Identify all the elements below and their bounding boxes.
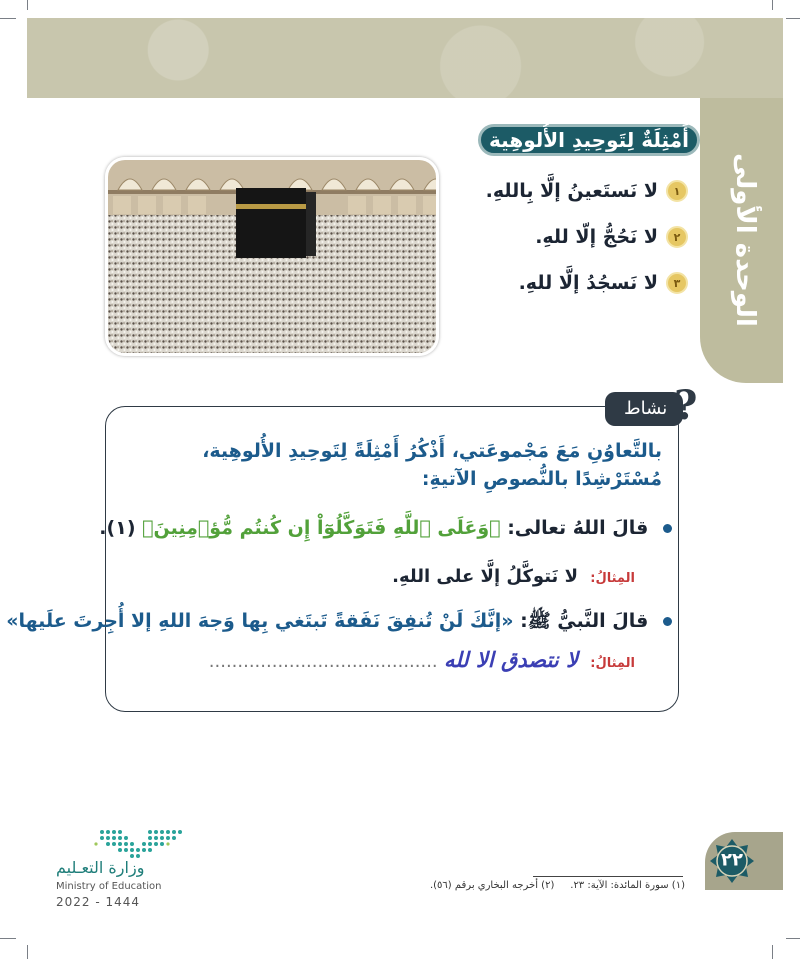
- activity-instruction: بالتَّعاوُنِ مَعَ مَجْموعَتي، أَذْكُرُ أَمْثِلَةً لِتَوحِيدِ الأُلوهِية، مُسْتَرْشِدًا بالنُّصوصِ الآتيةِ:: [202, 440, 662, 490]
- example-answer: لا نَتوكَّلُ إلَّا على اللهِ.: [392, 566, 578, 587]
- example-text: لا نَحُجُّ إلّا للهِ.: [535, 226, 658, 248]
- example-text: لا نَسجُدُ إلَّا للهِ.: [518, 272, 658, 294]
- crop-mark: [27, 945, 28, 959]
- activity-item-1: [99, 517, 672, 539]
- crop-mark: [0, 18, 16, 19]
- section-title: أَمْثِلَةٌ لِتَوحِيدِ الأُلوهِية: [478, 124, 700, 156]
- example-text: لا نَستَعينُ إلَّا بِاللهِ.: [485, 180, 658, 202]
- crop-mark: [0, 938, 16, 939]
- item-ref: (١).: [99, 517, 136, 539]
- hadith-text: «إنَّكَ لَنْ تُنفِقَ نَفَقةً تَبتَغي بِها وَجهَ اللهِ إلا أُجِرتَ علَيها»: [6, 610, 514, 632]
- kaaba-photo: [105, 157, 439, 356]
- quran-verse: ﴿وَعَلَى ٱللَّهِ فَتَوَكَّلُوٓاْ إِن كُنتُم مُّؤۡمِنِينَ﴾: [142, 517, 501, 539]
- answer-dots: ........................................: [208, 651, 438, 672]
- example-item-3: [519, 272, 688, 294]
- item-intro: قالَ اللهُ تعالى:: [507, 517, 649, 539]
- footnote-1: (١) سورة المائدة: الآية: ٢٣.: [570, 880, 685, 891]
- handwritten-answer[interactable]: لا نتصدق الا لله: [443, 648, 578, 672]
- ministry-name-english: Ministry of Education: [56, 881, 162, 892]
- crop-mark: [786, 938, 800, 939]
- example-line-1: [392, 566, 635, 587]
- crop-mark: [772, 0, 773, 10]
- footnotes: [413, 880, 685, 891]
- question-mark-icon: ?: [674, 382, 698, 429]
- number-badge: ٣: [666, 272, 688, 294]
- example-line-2: [209, 648, 635, 672]
- number-badge: ٢: [666, 226, 688, 248]
- header-band: [27, 18, 783, 98]
- crop-mark: [27, 0, 28, 10]
- crop-mark: [786, 18, 800, 19]
- example-label: المِثالُ:: [590, 656, 635, 671]
- bullet-icon: [663, 524, 672, 533]
- example-item-1: [486, 180, 688, 202]
- number-badge: ١: [666, 180, 688, 202]
- unit-title: الوحدة الأولى: [730, 153, 760, 327]
- example-label: المِثالُ:: [590, 571, 635, 586]
- footnote-2: (٢) أخرجه البخاري برقم (٥٦).: [429, 880, 555, 891]
- page-number: ٢٢: [721, 849, 743, 871]
- item-intro: قالَ النَّبيُّ ﷺ:: [520, 610, 649, 632]
- bullet-icon: [663, 617, 672, 626]
- example-item-2: [535, 226, 688, 248]
- crop-mark: [772, 945, 773, 959]
- footnote-divider: [533, 876, 683, 877]
- activity-item-2: [0, 609, 672, 637]
- activity-label: نشاط: [624, 398, 668, 419]
- ministry-name-arabic: وزارة التعـليم: [56, 858, 145, 877]
- edition-year: 2022 - 1444: [56, 895, 141, 909]
